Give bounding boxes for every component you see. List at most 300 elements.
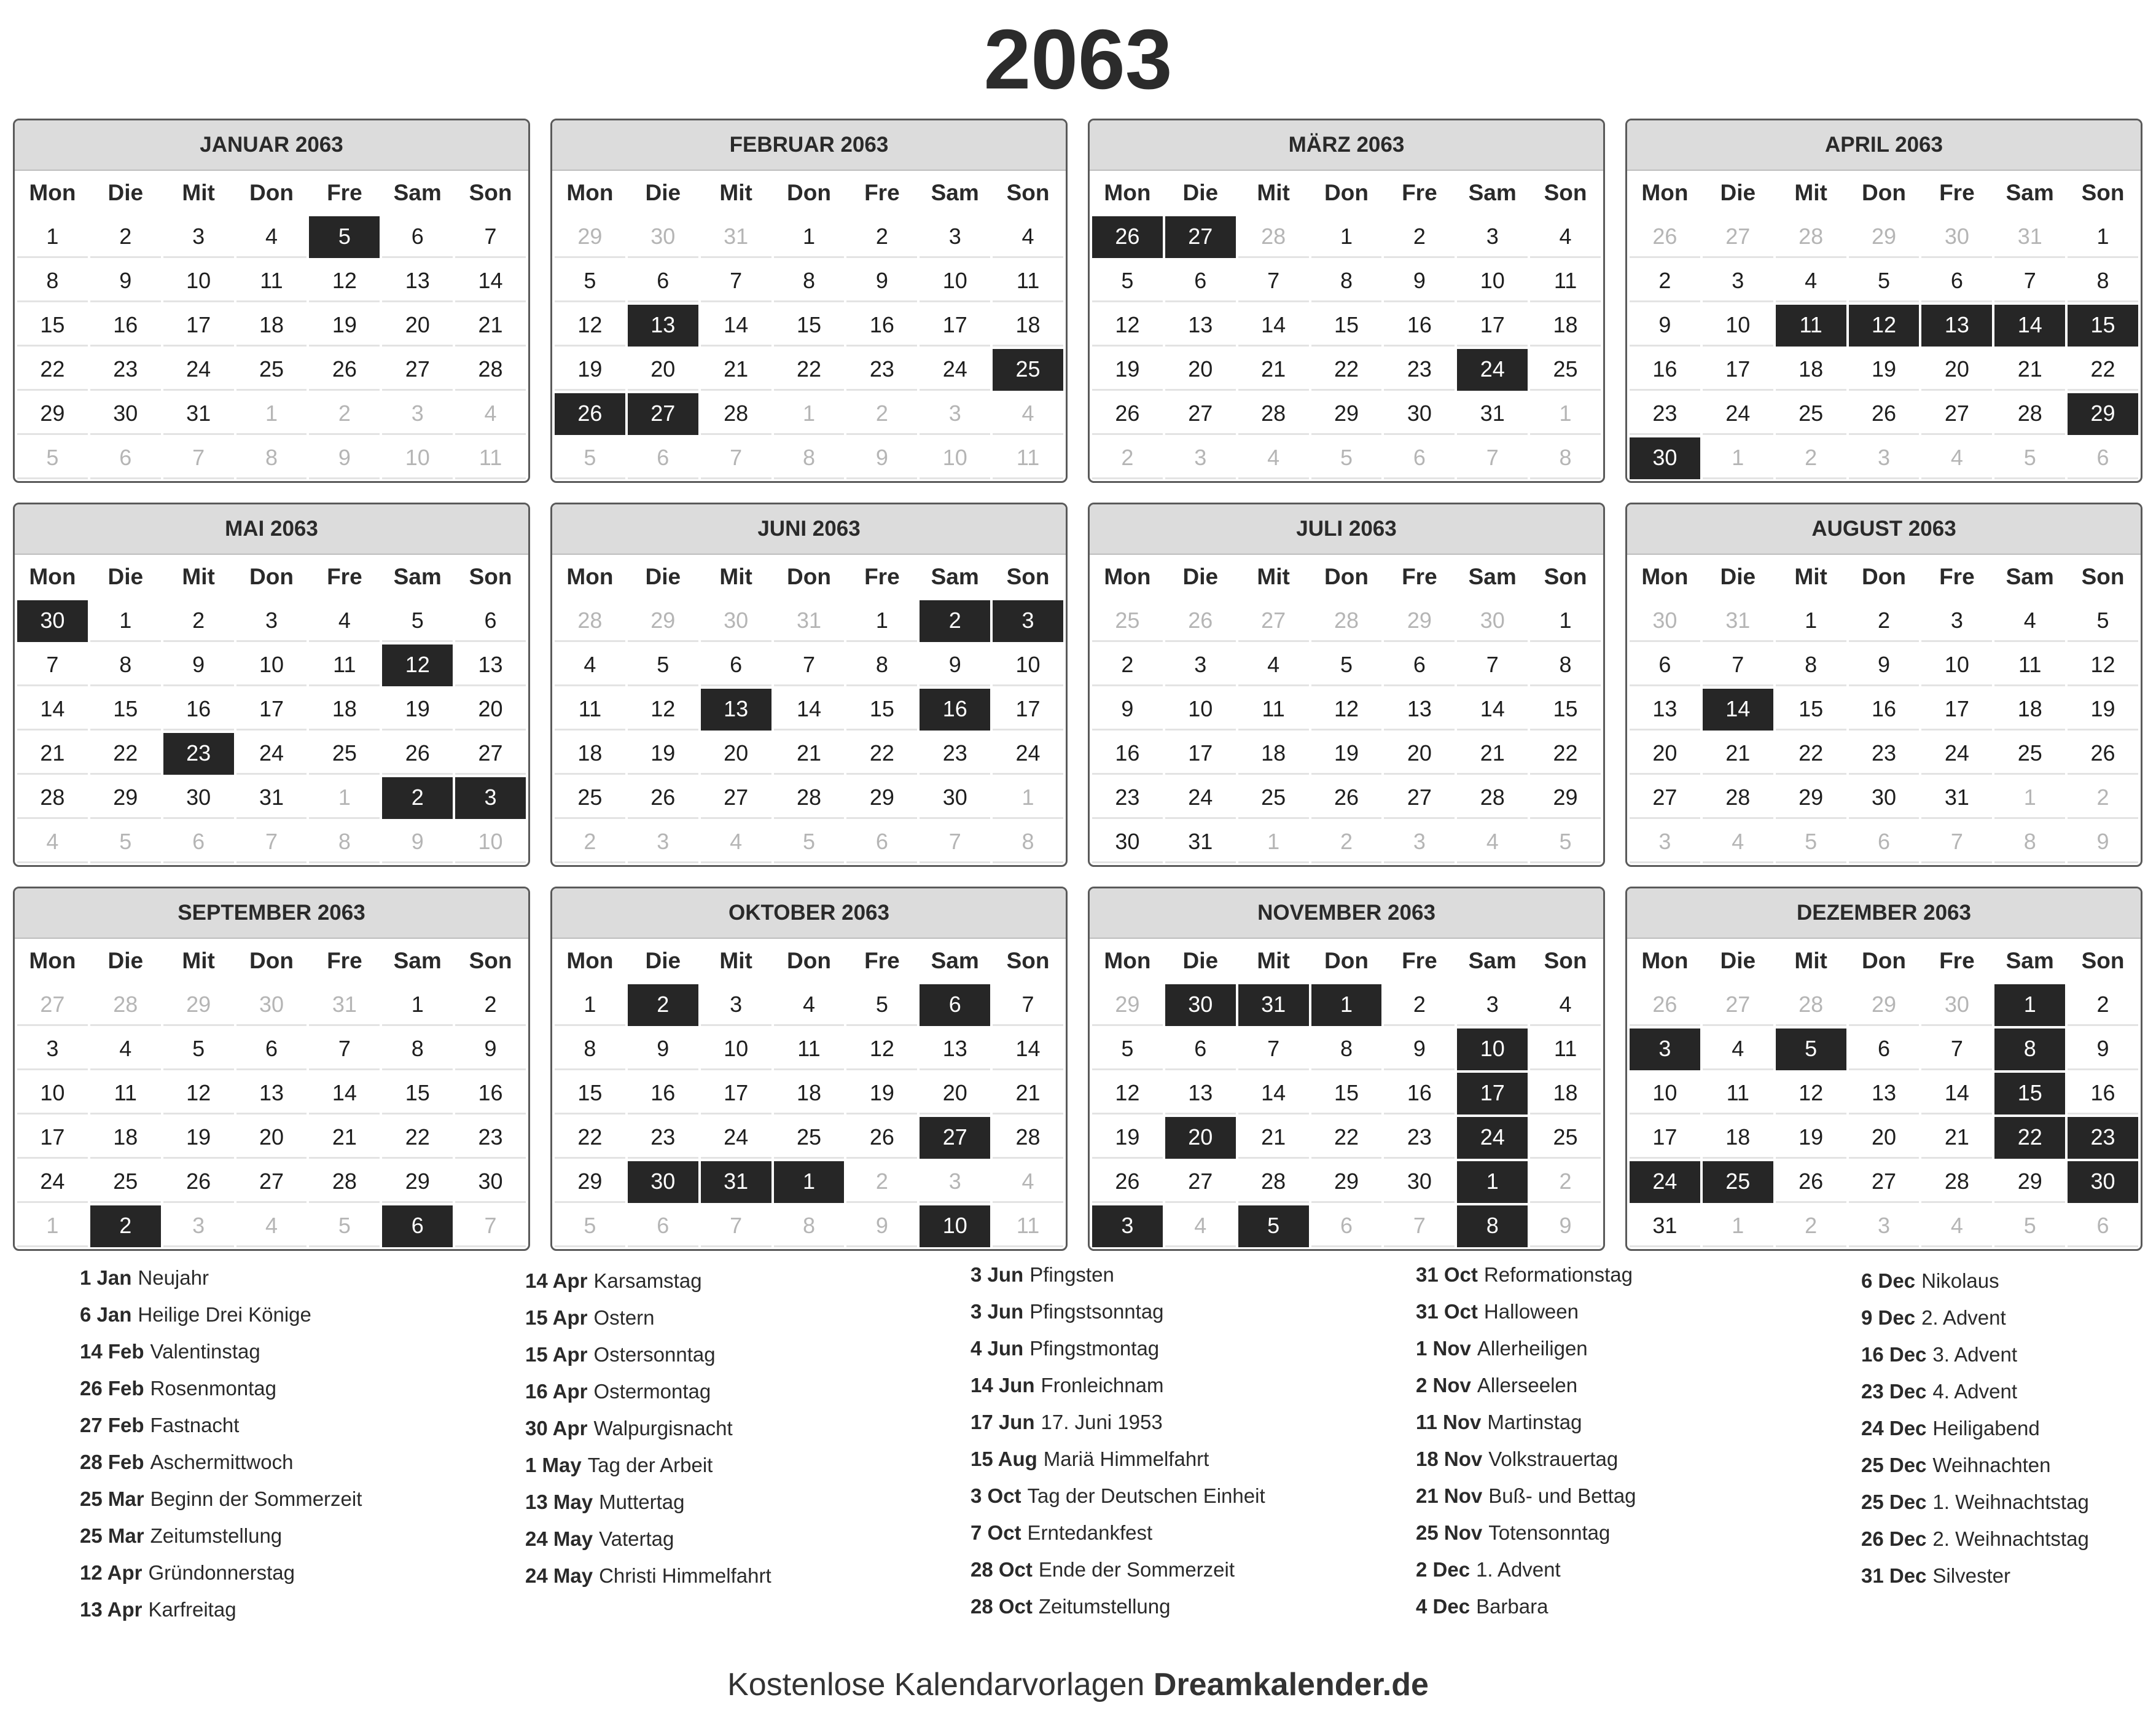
day-cell[interactable]: 19: [846, 1073, 917, 1115]
day-cell[interactable]: 14: [701, 305, 771, 347]
day-cell[interactable]: 6: [2068, 1205, 2138, 1247]
highlighted-day-cell[interactable]: 30: [2068, 1161, 2138, 1203]
day-cell[interactable]: 19: [382, 689, 453, 731]
day-cell[interactable]: 26: [1776, 1161, 1846, 1203]
day-cell[interactable]: 17: [701, 1073, 771, 1115]
day-cell[interactable]: 7: [236, 821, 307, 863]
day-cell[interactable]: 3: [17, 1028, 88, 1070]
day-cell[interactable]: 27: [1849, 1161, 1920, 1203]
day-cell[interactable]: 15: [1776, 689, 1846, 731]
day-cell[interactable]: 12: [163, 1073, 234, 1115]
day-cell[interactable]: 21: [309, 1117, 380, 1159]
highlighted-day-cell[interactable]: 13: [628, 305, 698, 347]
day-cell[interactable]: 2: [1384, 216, 1455, 258]
day-cell[interactable]: 5: [555, 261, 625, 302]
day-cell[interactable]: 31: [1994, 216, 2065, 258]
day-cell[interactable]: 8: [846, 644, 917, 686]
day-cell[interactable]: 9: [846, 437, 917, 479]
day-cell[interactable]: 26: [1311, 777, 1382, 819]
day-cell[interactable]: 18: [1994, 689, 2065, 731]
day-cell[interactable]: 5: [1849, 261, 1920, 302]
day-cell[interactable]: 4: [555, 644, 625, 686]
day-cell[interactable]: 24: [1165, 777, 1236, 819]
highlighted-day-cell[interactable]: 16: [920, 689, 990, 731]
day-cell[interactable]: 29: [1849, 984, 1920, 1026]
highlighted-day-cell[interactable]: 29: [2068, 393, 2138, 435]
day-cell[interactable]: 28: [1457, 777, 1528, 819]
highlighted-day-cell[interactable]: 6: [382, 1205, 453, 1247]
day-cell[interactable]: 2: [163, 600, 234, 642]
day-cell[interactable]: 15: [90, 689, 161, 731]
highlighted-day-cell[interactable]: 1: [1457, 1161, 1528, 1203]
day-cell[interactable]: 9: [163, 644, 234, 686]
highlighted-day-cell[interactable]: 15: [2068, 305, 2138, 347]
day-cell[interactable]: 12: [846, 1028, 917, 1070]
day-cell[interactable]: 4: [1238, 644, 1309, 686]
day-cell[interactable]: 2: [1530, 1161, 1601, 1203]
day-cell[interactable]: 13: [1165, 1073, 1236, 1115]
day-cell[interactable]: 17: [236, 689, 307, 731]
day-cell[interactable]: 23: [1384, 1117, 1455, 1159]
highlighted-day-cell[interactable]: 30: [1165, 984, 1236, 1026]
day-cell[interactable]: 9: [1849, 644, 1920, 686]
highlighted-day-cell[interactable]: 23: [2068, 1117, 2138, 1159]
day-cell[interactable]: 28: [1921, 1161, 1992, 1203]
day-cell[interactable]: 12: [309, 261, 380, 302]
day-cell[interactable]: 6: [90, 437, 161, 479]
day-cell[interactable]: 24: [920, 349, 990, 391]
day-cell[interactable]: 12: [1092, 305, 1163, 347]
day-cell[interactable]: 26: [1630, 216, 1700, 258]
day-cell[interactable]: 6: [628, 437, 698, 479]
day-cell[interactable]: 25: [555, 777, 625, 819]
day-cell[interactable]: 7: [1921, 821, 1992, 863]
day-cell[interactable]: 7: [701, 261, 771, 302]
day-cell[interactable]: 21: [455, 305, 526, 347]
day-cell[interactable]: 1: [774, 393, 845, 435]
highlighted-day-cell[interactable]: 3: [993, 600, 1063, 642]
day-cell[interactable]: 6: [236, 1028, 307, 1070]
day-cell[interactable]: 1: [1311, 216, 1382, 258]
day-cell[interactable]: 20: [1921, 349, 1992, 391]
day-cell[interactable]: 18: [1776, 349, 1846, 391]
day-cell[interactable]: 5: [1092, 261, 1163, 302]
day-cell[interactable]: 8: [236, 437, 307, 479]
day-cell[interactable]: 11: [309, 644, 380, 686]
day-cell[interactable]: 11: [774, 1028, 845, 1070]
day-cell[interactable]: 31: [236, 777, 307, 819]
day-cell[interactable]: 19: [1776, 1117, 1846, 1159]
day-cell[interactable]: 29: [1092, 984, 1163, 1026]
day-cell[interactable]: 18: [309, 689, 380, 731]
highlighted-day-cell[interactable]: 25: [1703, 1161, 1773, 1203]
highlighted-day-cell[interactable]: 5: [309, 216, 380, 258]
day-cell[interactable]: 3: [1165, 644, 1236, 686]
day-cell[interactable]: 22: [1311, 349, 1382, 391]
day-cell[interactable]: 21: [701, 349, 771, 391]
day-cell[interactable]: 31: [774, 600, 845, 642]
day-cell[interactable]: 4: [1921, 437, 1992, 479]
day-cell[interactable]: 25: [1530, 349, 1601, 391]
day-cell[interactable]: 27: [17, 984, 88, 1026]
day-cell[interactable]: 6: [1165, 1028, 1236, 1070]
day-cell[interactable]: 9: [920, 644, 990, 686]
highlighted-day-cell[interactable]: 27: [628, 393, 698, 435]
highlighted-day-cell[interactable]: 30: [17, 600, 88, 642]
day-cell[interactable]: 11: [1530, 261, 1601, 302]
day-cell[interactable]: 17: [920, 305, 990, 347]
day-cell[interactable]: 3: [163, 216, 234, 258]
day-cell[interactable]: 20: [236, 1117, 307, 1159]
day-cell[interactable]: 4: [1530, 984, 1601, 1026]
day-cell[interactable]: 28: [993, 1117, 1063, 1159]
day-cell[interactable]: 13: [1165, 305, 1236, 347]
day-cell[interactable]: 9: [628, 1028, 698, 1070]
day-cell[interactable]: 19: [309, 305, 380, 347]
highlighted-day-cell[interactable]: 31: [1238, 984, 1309, 1026]
day-cell[interactable]: 7: [774, 644, 845, 686]
day-cell[interactable]: 3: [920, 1161, 990, 1203]
day-cell[interactable]: 17: [163, 305, 234, 347]
day-cell[interactable]: 4: [90, 1028, 161, 1070]
day-cell[interactable]: 15: [17, 305, 88, 347]
day-cell[interactable]: 17: [1165, 733, 1236, 775]
day-cell[interactable]: 7: [1238, 261, 1309, 302]
day-cell[interactable]: 8: [774, 437, 845, 479]
day-cell[interactable]: 6: [1384, 644, 1455, 686]
day-cell[interactable]: 2: [1384, 984, 1455, 1026]
day-cell[interactable]: 15: [382, 1073, 453, 1115]
day-cell[interactable]: 30: [1457, 600, 1528, 642]
day-cell[interactable]: 10: [920, 437, 990, 479]
day-cell[interactable]: 29: [90, 777, 161, 819]
day-cell[interactable]: 30: [1384, 393, 1455, 435]
day-cell[interactable]: 16: [1849, 689, 1920, 731]
day-cell[interactable]: 4: [993, 393, 1063, 435]
day-cell[interactable]: 13: [1384, 689, 1455, 731]
day-cell[interactable]: 5: [2068, 600, 2138, 642]
day-cell[interactable]: 24: [1921, 733, 1992, 775]
day-cell[interactable]: 9: [1092, 689, 1163, 731]
day-cell[interactable]: 29: [1530, 777, 1601, 819]
day-cell[interactable]: 8: [1311, 261, 1382, 302]
day-cell[interactable]: 10: [382, 437, 453, 479]
day-cell[interactable]: 16: [2068, 1073, 2138, 1115]
day-cell[interactable]: 4: [1238, 437, 1309, 479]
highlighted-day-cell[interactable]: 3: [455, 777, 526, 819]
highlighted-day-cell[interactable]: 2: [90, 1205, 161, 1247]
day-cell[interactable]: 12: [628, 689, 698, 731]
day-cell[interactable]: 6: [1311, 1205, 1382, 1247]
day-cell[interactable]: 25: [1238, 777, 1309, 819]
day-cell[interactable]: 9: [455, 1028, 526, 1070]
day-cell[interactable]: 6: [382, 216, 453, 258]
day-cell[interactable]: 30: [1092, 821, 1163, 863]
day-cell[interactable]: 3: [920, 393, 990, 435]
day-cell[interactable]: 5: [309, 1205, 380, 1247]
day-cell[interactable]: 7: [701, 437, 771, 479]
day-cell[interactable]: 4: [1530, 216, 1601, 258]
highlighted-day-cell[interactable]: 2: [920, 600, 990, 642]
day-cell[interactable]: 9: [846, 261, 917, 302]
highlighted-day-cell[interactable]: 13: [1921, 305, 1992, 347]
day-cell[interactable]: 3: [1849, 437, 1920, 479]
day-cell[interactable]: 1: [846, 600, 917, 642]
day-cell[interactable]: 20: [1384, 733, 1455, 775]
day-cell[interactable]: 1: [382, 984, 453, 1026]
day-cell[interactable]: 9: [90, 261, 161, 302]
day-cell[interactable]: 17: [1703, 349, 1773, 391]
day-cell[interactable]: 26: [1630, 984, 1700, 1026]
day-cell[interactable]: 19: [1311, 733, 1382, 775]
day-cell[interactable]: 27: [1703, 216, 1773, 258]
day-cell[interactable]: 6: [1384, 437, 1455, 479]
highlighted-day-cell[interactable]: 13: [701, 689, 771, 731]
day-cell[interactable]: 8: [382, 1028, 453, 1070]
day-cell[interactable]: 4: [17, 821, 88, 863]
day-cell[interactable]: 19: [1849, 349, 1920, 391]
day-cell[interactable]: 22: [774, 349, 845, 391]
highlighted-day-cell[interactable]: 14: [1994, 305, 2065, 347]
day-cell[interactable]: 5: [17, 437, 88, 479]
day-cell[interactable]: 18: [555, 733, 625, 775]
day-cell[interactable]: 29: [382, 1161, 453, 1203]
day-cell[interactable]: 4: [993, 1161, 1063, 1203]
day-cell[interactable]: 29: [1384, 600, 1455, 642]
day-cell[interactable]: 19: [628, 733, 698, 775]
day-cell[interactable]: 6: [1849, 821, 1920, 863]
highlighted-day-cell[interactable]: 2: [382, 777, 453, 819]
day-cell[interactable]: 28: [455, 349, 526, 391]
day-cell[interactable]: 30: [1849, 777, 1920, 819]
day-cell[interactable]: 16: [1384, 1073, 1455, 1115]
day-cell[interactable]: 1: [1530, 600, 1601, 642]
day-cell[interactable]: 4: [993, 216, 1063, 258]
day-cell[interactable]: 26: [2068, 733, 2138, 775]
day-cell[interactable]: 30: [236, 984, 307, 1026]
day-cell[interactable]: 5: [90, 821, 161, 863]
day-cell[interactable]: 8: [1776, 644, 1846, 686]
day-cell[interactable]: 27: [1921, 393, 1992, 435]
day-cell[interactable]: 29: [163, 984, 234, 1026]
highlighted-day-cell[interactable]: 12: [1849, 305, 1920, 347]
day-cell[interactable]: 13: [920, 1028, 990, 1070]
day-cell[interactable]: 1: [1703, 437, 1773, 479]
day-cell[interactable]: 13: [236, 1073, 307, 1115]
day-cell[interactable]: 8: [993, 821, 1063, 863]
day-cell[interactable]: 10: [17, 1073, 88, 1115]
day-cell[interactable]: 11: [1994, 644, 2065, 686]
day-cell[interactable]: 7: [455, 1205, 526, 1247]
day-cell[interactable]: 15: [774, 305, 845, 347]
highlighted-day-cell[interactable]: 26: [1092, 216, 1163, 258]
day-cell[interactable]: 3: [1384, 821, 1455, 863]
day-cell[interactable]: 1: [17, 216, 88, 258]
highlighted-day-cell[interactable]: 3: [1630, 1028, 1700, 1070]
day-cell[interactable]: 2: [1092, 437, 1163, 479]
day-cell[interactable]: 20: [455, 689, 526, 731]
day-cell[interactable]: 3: [163, 1205, 234, 1247]
day-cell[interactable]: 30: [1921, 984, 1992, 1026]
day-cell[interactable]: 11: [1238, 689, 1309, 731]
day-cell[interactable]: 26: [382, 733, 453, 775]
day-cell[interactable]: 6: [628, 261, 698, 302]
day-cell[interactable]: 9: [846, 1205, 917, 1247]
day-cell[interactable]: 21: [1994, 349, 2065, 391]
day-cell[interactable]: 28: [774, 777, 845, 819]
day-cell[interactable]: 3: [1630, 821, 1700, 863]
day-cell[interactable]: 27: [1703, 984, 1773, 1026]
day-cell[interactable]: 6: [701, 644, 771, 686]
day-cell[interactable]: 1: [17, 1205, 88, 1247]
day-cell[interactable]: 29: [555, 216, 625, 258]
day-cell[interactable]: 9: [309, 437, 380, 479]
day-cell[interactable]: 1: [90, 600, 161, 642]
day-cell[interactable]: 4: [1457, 821, 1528, 863]
day-cell[interactable]: 22: [90, 733, 161, 775]
day-cell[interactable]: 2: [1092, 644, 1163, 686]
day-cell[interactable]: 24: [1703, 393, 1773, 435]
day-cell[interactable]: 27: [382, 349, 453, 391]
day-cell[interactable]: 16: [846, 305, 917, 347]
day-cell[interactable]: 16: [90, 305, 161, 347]
day-cell[interactable]: 23: [920, 733, 990, 775]
day-cell[interactable]: 5: [163, 1028, 234, 1070]
day-cell[interactable]: 21: [1238, 349, 1309, 391]
highlighted-day-cell[interactable]: 8: [1457, 1205, 1528, 1247]
day-cell[interactable]: 20: [628, 349, 698, 391]
day-cell[interactable]: 17: [1630, 1117, 1700, 1159]
day-cell[interactable]: 8: [774, 261, 845, 302]
day-cell[interactable]: 27: [701, 777, 771, 819]
day-cell[interactable]: 27: [1630, 777, 1700, 819]
day-cell[interactable]: 7: [1703, 644, 1773, 686]
day-cell[interactable]: 18: [774, 1073, 845, 1115]
day-cell[interactable]: 27: [455, 733, 526, 775]
day-cell[interactable]: 7: [701, 1205, 771, 1247]
day-cell[interactable]: 24: [993, 733, 1063, 775]
day-cell[interactable]: 24: [236, 733, 307, 775]
day-cell[interactable]: 4: [774, 984, 845, 1026]
day-cell[interactable]: 9: [2068, 821, 2138, 863]
day-cell[interactable]: 15: [1311, 1073, 1382, 1115]
day-cell[interactable]: 2: [2068, 984, 2138, 1026]
day-cell[interactable]: 14: [1238, 305, 1309, 347]
day-cell[interactable]: 26: [1092, 393, 1163, 435]
day-cell[interactable]: 31: [163, 393, 234, 435]
day-cell[interactable]: 14: [1238, 1073, 1309, 1115]
day-cell[interactable]: 7: [1994, 261, 2065, 302]
day-cell[interactable]: 9: [2068, 1028, 2138, 1070]
day-cell[interactable]: 10: [1165, 689, 1236, 731]
day-cell[interactable]: 18: [236, 305, 307, 347]
day-cell[interactable]: 14: [993, 1028, 1063, 1070]
day-cell[interactable]: 8: [1311, 1028, 1382, 1070]
day-cell[interactable]: 27: [236, 1161, 307, 1203]
day-cell[interactable]: 20: [1849, 1117, 1920, 1159]
day-cell[interactable]: 19: [163, 1117, 234, 1159]
day-cell[interactable]: 20: [382, 305, 453, 347]
day-cell[interactable]: 19: [1092, 349, 1163, 391]
day-cell[interactable]: 18: [1703, 1117, 1773, 1159]
day-cell[interactable]: 10: [993, 644, 1063, 686]
day-cell[interactable]: 22: [555, 1117, 625, 1159]
day-cell[interactable]: 18: [1238, 733, 1309, 775]
day-cell[interactable]: 27: [1165, 393, 1236, 435]
day-cell[interactable]: 2: [2068, 777, 2138, 819]
day-cell[interactable]: 7: [1384, 1205, 1455, 1247]
day-cell[interactable]: 12: [1092, 1073, 1163, 1115]
day-cell[interactable]: 31: [1703, 600, 1773, 642]
day-cell[interactable]: 9: [1384, 261, 1455, 302]
day-cell[interactable]: 28: [1311, 600, 1382, 642]
day-cell[interactable]: 10: [236, 644, 307, 686]
day-cell[interactable]: 23: [90, 349, 161, 391]
highlighted-day-cell[interactable]: 30: [1630, 437, 1700, 479]
day-cell[interactable]: 7: [1921, 1028, 1992, 1070]
highlighted-day-cell[interactable]: 10: [1457, 1028, 1528, 1070]
day-cell[interactable]: 22: [1776, 733, 1846, 775]
day-cell[interactable]: 2: [309, 393, 380, 435]
day-cell[interactable]: 7: [920, 821, 990, 863]
day-cell[interactable]: 10: [1457, 261, 1528, 302]
day-cell[interactable]: 10: [920, 261, 990, 302]
day-cell[interactable]: 21: [17, 733, 88, 775]
highlighted-day-cell[interactable]: 6: [920, 984, 990, 1026]
highlighted-day-cell[interactable]: 1: [774, 1161, 845, 1203]
day-cell[interactable]: 11: [1703, 1073, 1773, 1115]
day-cell[interactable]: 14: [309, 1073, 380, 1115]
day-cell[interactable]: 6: [1921, 261, 1992, 302]
day-cell[interactable]: 2: [846, 216, 917, 258]
day-cell[interactable]: 11: [455, 437, 526, 479]
highlighted-day-cell[interactable]: 24: [1457, 1117, 1528, 1159]
day-cell[interactable]: 28: [1776, 984, 1846, 1026]
day-cell[interactable]: 26: [628, 777, 698, 819]
day-cell[interactable]: 22: [1311, 1117, 1382, 1159]
day-cell[interactable]: 31: [1630, 1205, 1700, 1247]
highlighted-day-cell[interactable]: 31: [701, 1161, 771, 1203]
day-cell[interactable]: 11: [236, 261, 307, 302]
day-cell[interactable]: 30: [920, 777, 990, 819]
day-cell[interactable]: 5: [1311, 437, 1382, 479]
day-cell[interactable]: 26: [163, 1161, 234, 1203]
day-cell[interactable]: 23: [628, 1117, 698, 1159]
day-cell[interactable]: 22: [1530, 733, 1601, 775]
day-cell[interactable]: 29: [1849, 216, 1920, 258]
day-cell[interactable]: 10: [1703, 305, 1773, 347]
day-cell[interactable]: 28: [701, 393, 771, 435]
day-cell[interactable]: 5: [628, 644, 698, 686]
day-cell[interactable]: 14: [17, 689, 88, 731]
highlighted-day-cell[interactable]: 17: [1457, 1073, 1528, 1115]
day-cell[interactable]: 21: [1921, 1117, 1992, 1159]
day-cell[interactable]: 2: [1776, 1205, 1846, 1247]
day-cell[interactable]: 1: [1530, 393, 1601, 435]
day-cell[interactable]: 26: [1165, 600, 1236, 642]
day-cell[interactable]: 7: [1457, 437, 1528, 479]
highlighted-day-cell[interactable]: 26: [555, 393, 625, 435]
day-cell[interactable]: 11: [993, 1205, 1063, 1247]
day-cell[interactable]: 22: [382, 1117, 453, 1159]
day-cell[interactable]: 21: [1703, 733, 1773, 775]
highlighted-day-cell[interactable]: 20: [1165, 1117, 1236, 1159]
highlighted-day-cell[interactable]: 22: [1994, 1117, 2065, 1159]
day-cell[interactable]: 3: [1921, 600, 1992, 642]
highlighted-day-cell[interactable]: 5: [1776, 1028, 1846, 1070]
day-cell[interactable]: 3: [628, 821, 698, 863]
day-cell[interactable]: 4: [1776, 261, 1846, 302]
